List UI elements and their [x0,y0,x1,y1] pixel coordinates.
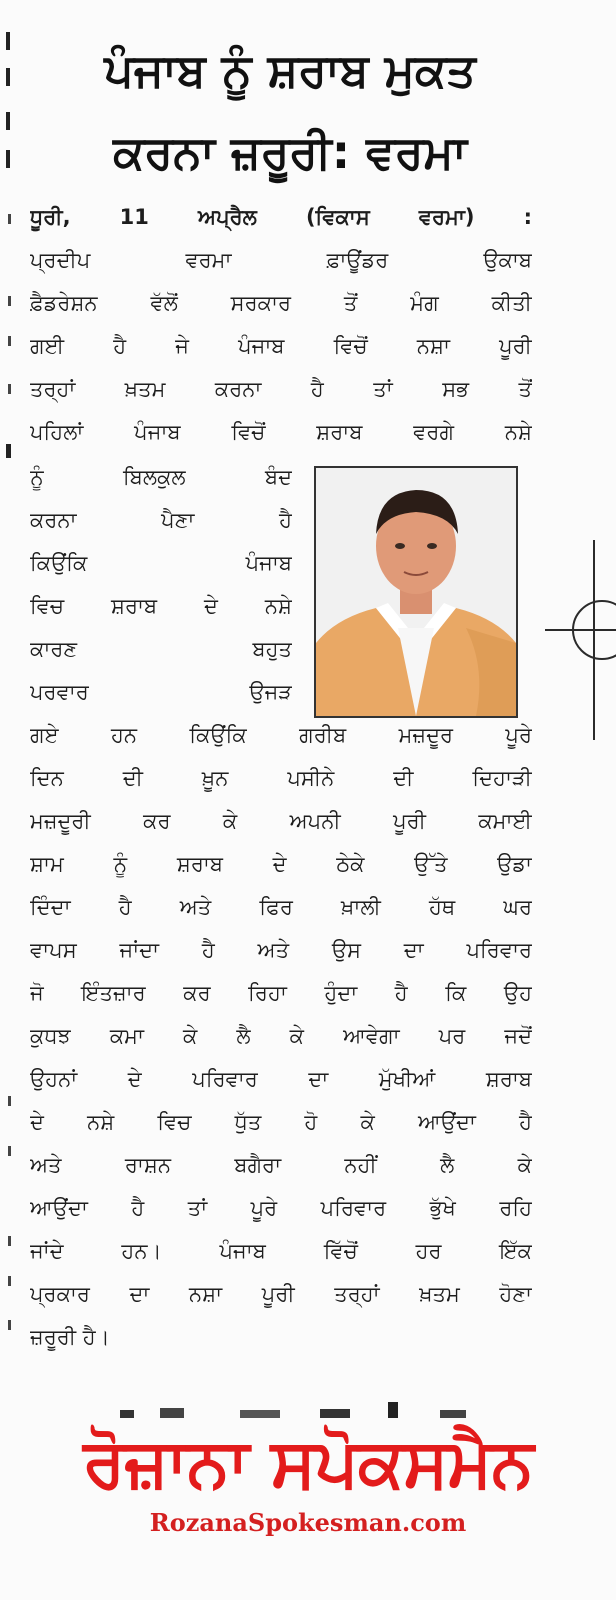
article-line: ਤਰ੍ਹਾਂ ਖ਼ਤਮ ਕਰਨਾ ਹੈ ਤਾਂ ਸਭ ਤੋਂ [30,377,532,401]
article-line: ਗਏ ਹਨ ਕਿਉਂਕਿ ਗਰੀਬ ਮਜ਼ਦੂਰ ਪੂਰੇ [30,723,532,747]
column-edge-mark [8,1096,11,1106]
headline-line-2: ਕਰਨਾ ਜ਼ਰੂਰੀ: ਵਰਮਾ [113,125,467,179]
column-edge-mark [6,112,10,130]
article-body-bottom [30,714,532,1359]
article-line: ਪਰਵਾਰ ਉਜੜ [30,680,292,704]
article-line: ਦੇ ਨਸ਼ੇ ਵਿਚ ਧੁੱਤ ਹੋ ਕੇ ਆਉਂਦਾ ਹੈ [30,1110,532,1134]
article-line: ਪ੍ਰਕਾਰ ਦਾ ਨਸ਼ਾ ਪੂਰੀ ਤਰ੍ਹਾਂ ਖ਼ਤਮ ਹੋਣਾ [30,1282,532,1306]
article-line-last: ਜ਼ਰੂਰੀ ਹੈ। [30,1325,110,1349]
column-edge-mark [6,68,10,86]
column-edge-mark [8,1146,11,1156]
cut-off-text-fragment [120,1400,500,1422]
article-line: ਵਿਚ ਸ਼ਰਾਬ ਦੇ ਨਸ਼ੇ [30,594,292,618]
article-line: ਗਈ ਹੈ ਜੇ ਪੰਜਾਬ ਵਿਚੋਂ ਨਸ਼ਾ ਪੂਰੀ [30,334,532,358]
article-line: ਦਿਨ ਦੀ ਖ਼ੂਨ ਪਸੀਨੇ ਦੀ ਦਿਹਾੜੀ [30,766,532,790]
article-line: ਕਾਰਣ ਬਹੁਤ [30,637,292,661]
column-edge-mark [8,1320,11,1330]
newspaper-masthead [0,1424,616,1537]
column-edge-mark [6,444,11,458]
headline-line-1: ਪੰਜਾਬ ਨੂੰ ਸ਼ਰਾਬ ਮੁਕਤ [104,43,476,97]
column-edge-mark [8,1236,11,1246]
article-body-narrow [30,456,292,714]
article-line: ਕਿਉਂਕਿ ਪੰਜਾਬ [30,551,292,575]
article-body-top [30,196,532,454]
registration-mark [545,629,616,631]
article-line: ਆਉਂਦਾ ਹੈ ਤਾਂ ਪੂਰੇ ਪਰਿਵਾਰ ਭੁੱਖੇ ਰਹਿ [30,1196,532,1220]
article-line: ਵਾਪਸ ਜਾਂਦਾ ਹੈ ਅਤੇ ਉਸ ਦਾ ਪਰਿਵਾਰ [30,938,532,962]
article-line: ਪਹਿਲਾਂ ਪੰਜਾਬ ਵਿਚੋਂ ਸ਼ਰਾਬ ਵਰਗੇ ਨਸ਼ੇ [30,420,532,444]
article-line: ਅਤੇ ਰਾਸ਼ਨ ਬਗੈਰਾ ਨਹੀਂ ਲੈ ਕੇ [30,1153,532,1177]
portrait-photo [314,466,518,718]
column-edge-mark [8,296,11,306]
article-line: ਫ਼ੈਡਰੇਸ਼ਨ ਵੱਲੋਂ ਸਰਕਾਰ ਤੋਂ ਮੰਗ ਕੀਤੀ [30,291,532,315]
column-edge-mark [8,384,11,394]
article-line: ਦਿੰਦਾ ਹੈ ਅਤੇ ਫਿਰ ਖ਼ਾਲੀ ਹੱਥ ਘਰ [30,895,532,919]
masthead-title: ਰੋਜ਼ਾਨਾ ਸਪੋਕਸਮੈਨ [83,1424,533,1503]
person-portrait-icon [316,468,516,716]
column-edge-mark [6,32,10,50]
column-edge-mark [8,336,11,346]
article-line: ਨੂੰ ਬਿਲਕੁਲ ਬੰਦ [30,465,292,489]
column-edge-mark [8,1276,11,1286]
article-line: ਕਰਨਾ ਪੈਣਾ ਹੈ [30,508,292,532]
column-edge-mark [8,214,11,224]
article-line: ਮਜ਼ਦੂਰੀ ਕਰ ਕੇ ਅਪਨੀ ਪੂਰੀ ਕਮਾਈ [30,809,532,833]
text-fragment-icon [120,1400,500,1422]
article-line: ਜਾਂਦੇ ਹਨ। ਪੰਜਾਬ ਵਿੱਚੋਂ ਹਰ ਇੱਕ [30,1239,532,1263]
column-edge-mark [6,150,10,168]
masthead-url: RozanaSpokesman.com [149,1508,467,1537]
article-line: ਕੁਧਝ ਕਮਾ ਕੇ ਲੈ ਕੇ ਆਵੇਗਾ ਪਰ ਜਦੋਂ [30,1024,532,1048]
article-line: ਸ਼ਾਮ ਨੂੰ ਸ਼ਰਾਬ ਦੇ ਠੇਕੇ ਉੱਤੇ ਉਡਾ [30,852,532,876]
article-line: ਜੋ ਇੰਤਜ਼ਾਰ ਕਰ ਰਿਹਾ ਹੁੰਦਾ ਹੈ ਕਿ ਉਹ [30,981,532,1005]
article-line: ਪ੍ਰਦੀਪ ਵਰਮਾ ਫ਼ਾਊਂਡਰ ਉਕਾਬ [30,248,532,272]
dateline: ਧੂਰੀ, 11 ਅਪ੍ਰੈਲ (ਵਿਕਾਸ ਵਰਮਾ) : [30,205,532,229]
article-line: ਉਹਨਾਂ ਦੇ ਪਰਿਵਾਰ ਦਾ ਮੁੱਖੀਆਂ ਸ਼ਰਾਬ [30,1067,532,1091]
